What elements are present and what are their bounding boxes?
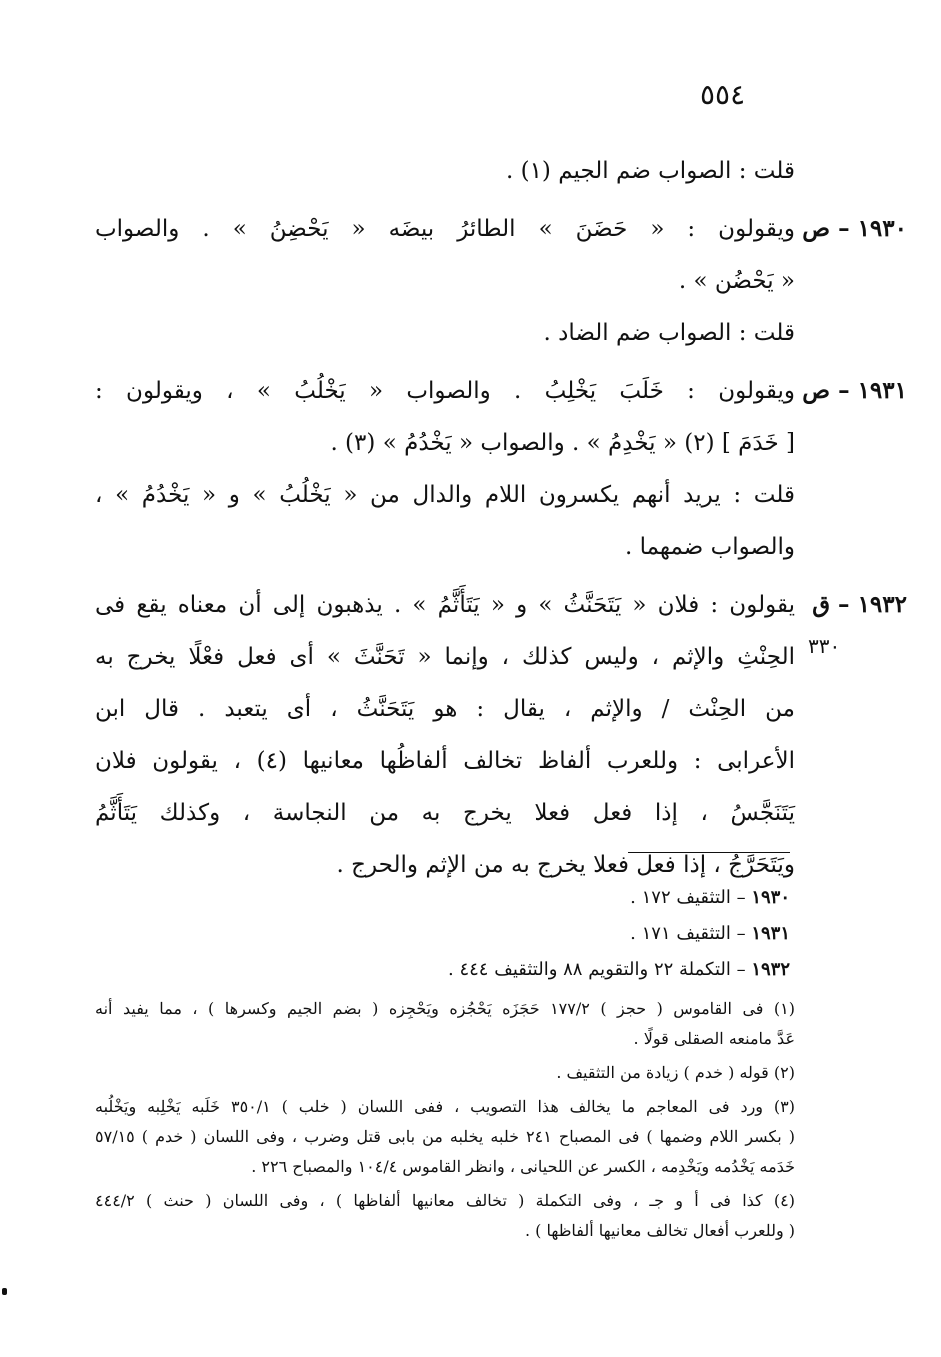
entry-line: يَتَنَجَّسُ ، إذا فعل فعلا يخرج به من النجاسة ، وكذلك يَتَأَثَّمُ [95, 800, 795, 826]
footnote-line: عَدَّ مامنعه الصقلى قولًا . [633, 1029, 795, 1048]
entry-line: يقولون : فلان « يَتَحَنَّثُ » و « يَتَأَثَّمُ » . يذهبون إلى أن معناه يقع فى [95, 592, 795, 618]
entry-line: من الحِنْث / والإثم ، يقال : هو يَتَحَنَّثُ ، أى يتعبد . قال ابن [95, 696, 795, 722]
scan-speck [2, 1288, 7, 1295]
footnote-line: (١) فى القاموس ( حجز ) ١٧٧/٢ حَجَزَه يَحْجُزه ويَحْجِزه ( بضم الجيم وكسرها ) ، مما يفيد أنه [95, 999, 795, 1018]
reference-line [300, 916, 790, 952]
entry-line: الأعرابى : وللعرب ألفاظ تخالف ألفاظُها معانيها (٤) ، يقولون فلان [95, 748, 795, 774]
entry [95, 203, 907, 359]
reference-line [300, 880, 790, 916]
entry-number: ١٩٣٠ – ص [802, 215, 907, 242]
footnote [95, 1092, 795, 1182]
entry-line: ويقولون : « حَضَنَ » الطائرُ بيضَه « يَحْضِنُ » . والصواب [95, 216, 795, 242]
footnote-line: (٢) قوله ( خدم ) زيادة من التثقيف . [556, 1063, 795, 1082]
footnote [95, 1058, 795, 1088]
footnote-line: ( بكسر اللام وضمها ) فى المصباح ٢٤١ خلبه يخلبه من بابى قتل وضرب ، وفى اللسان ( خدم ) ٥٧/١٥ [95, 1127, 795, 1146]
reference-line [300, 952, 790, 988]
entry-comment-line: قلت : الصواب ضم الضاد . [543, 320, 795, 346]
entry-number: ١٩٣١ – ص [802, 377, 907, 404]
reference-number: ١٩٣١ [751, 923, 790, 944]
footnote-line: خَدَمه يَخْدُمه ويَخْدِمه ، الكسر عن اللحيانى ، وانظر القاموس ١٠٤/٤ والمصباح ٢٢٦ . [251, 1157, 795, 1176]
footnote-line: (٣) ورد فى المعاجم ما يخالف هذا التصويب ، ففى اللسان ( خلب ) ٣٥٠/١ خَلَبه يَخْلِبه ويَخْلُبه [95, 1097, 796, 1116]
entry-line: ويَتَحَرَّجُ ، إذا فعل فعلا يخرج به من الإثم والحرج . [336, 852, 795, 878]
footnote-separator-rule [628, 852, 790, 853]
margin-page-marker: ٣٣٠ [808, 634, 841, 658]
entry-comment-line: قلت : يريد أنهم يكسرون اللام والدال من « يَخْلُبُ » و « يَخْدُمُ » ، [95, 482, 795, 508]
reference-text: – التثقيف ١٧١ . [630, 923, 752, 944]
entry-comment-line: والصواب ضمهما . [624, 534, 795, 560]
entry-line: الحِنْثِ والإثم ، وليس كذلك ، وإنما « تَحَنَّثَ » أى فعل فعْلًا يخرج به [95, 644, 795, 670]
reference-text: – التثقيف ١٧٢ . [630, 887, 752, 908]
source-references [300, 880, 790, 988]
footnote [95, 994, 795, 1054]
reference-number: ١٩٣٢ [751, 959, 790, 980]
footnote [95, 1186, 795, 1246]
entry-line: ويقولون : خَلَبَ يَخْلِبُ . والصواب « يَخْلُبُ » ، ويقولون : [95, 378, 795, 404]
reference-number: ١٩٣٠ [751, 887, 790, 908]
entry-line: [ خَدَمَ ] (٢) « يَخْدِمُ » . والصواب « يَخْدُمُ » (٣) . [330, 430, 795, 456]
intro-comment: قلت : الصواب ضم الجيم (١) . [505, 158, 795, 184]
page-number: ٥٥٤ [700, 78, 746, 111]
entry [95, 365, 907, 573]
entry-number: ١٩٣٢ – ق [812, 591, 907, 618]
reference-text: – التكملة ٢٢ والتقويم ٨٨ والتثقيف ٤٤٤ . [448, 959, 752, 980]
entry-line: « يَحْضُن » . [678, 268, 795, 294]
footnote-line: (٤) كذا فى أ و جـ ، وفى التكملة ( تخالف معانيها ألفاظها ) ، وفى اللسان ( حنث ) ٤٤٤/٢ [95, 1191, 795, 1210]
footnotes [95, 994, 795, 1250]
footnote-line: ( وللعرب أفعال تخالف معانيها ألفاظها ) . [524, 1221, 795, 1240]
